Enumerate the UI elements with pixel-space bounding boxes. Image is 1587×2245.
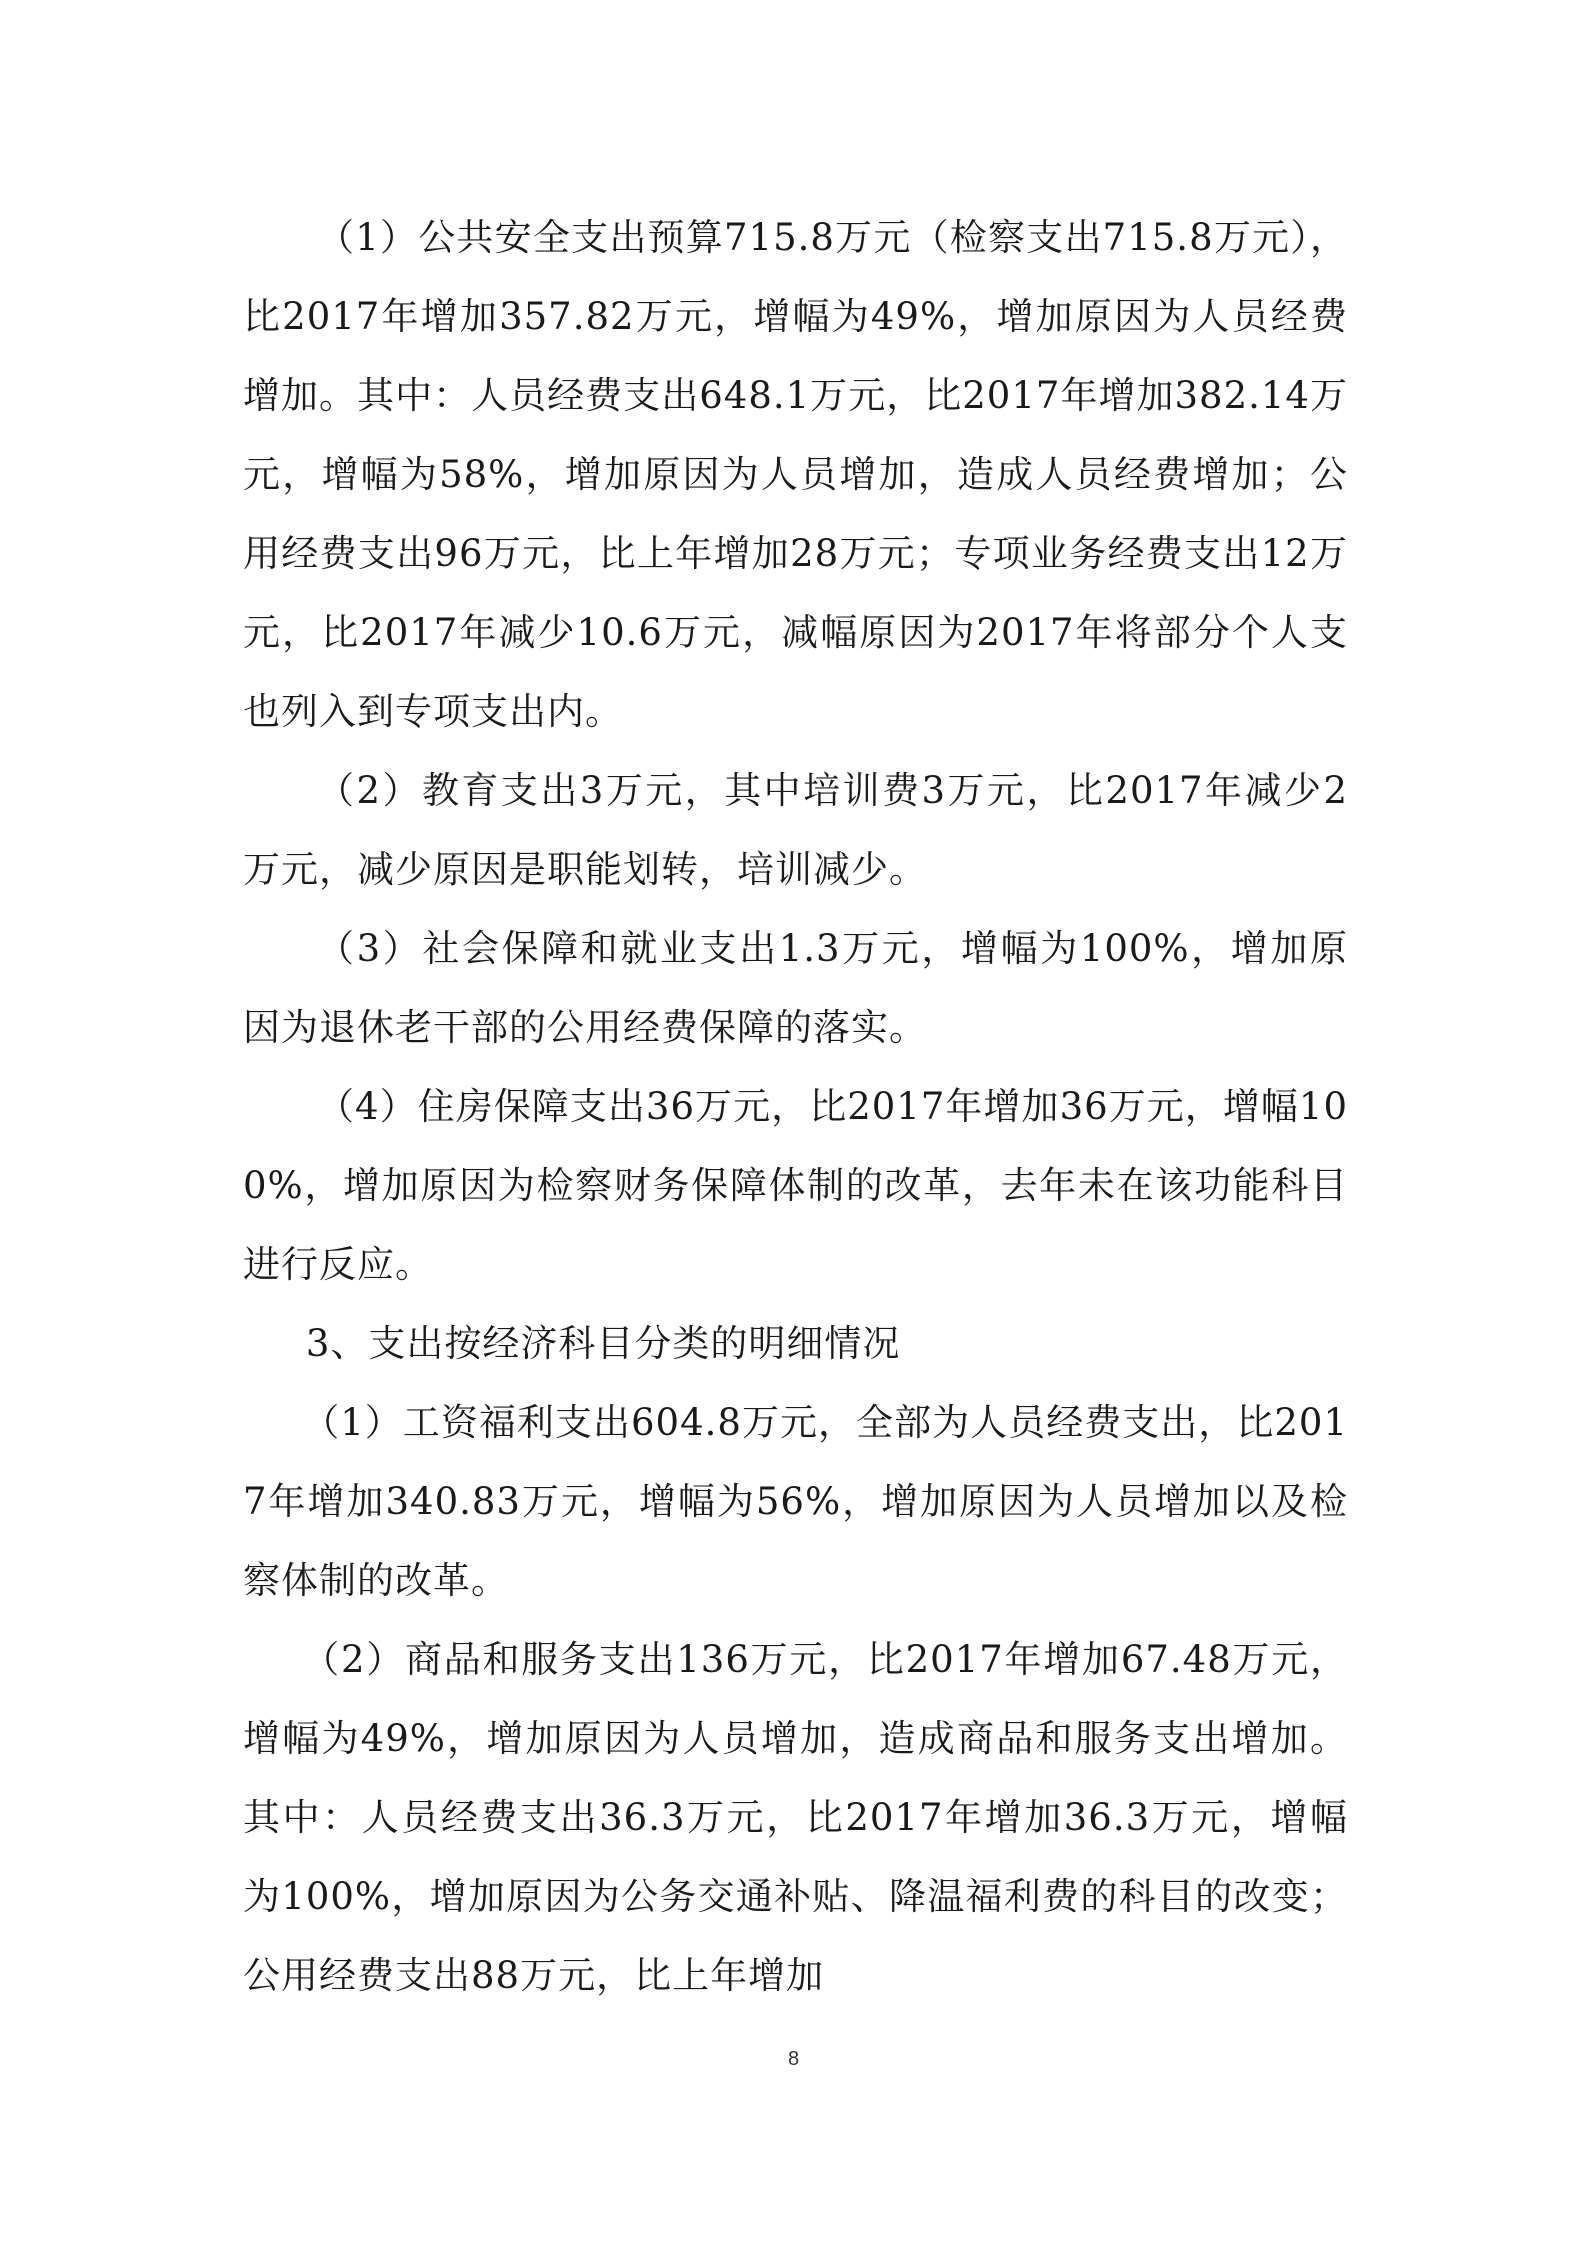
paragraph-social-security: （3）社会保障和就业支出1.3万元，增幅为100%，增加原因为退休老干部的公用经费保障的落实。	[243, 927, 1348, 1049]
paragraph-housing: （4）住房保障支出36万元，比2017年增加36万元，增幅100%，增加原因为检察财务保障体制的改革，去年未在该功能科目进行反应。	[243, 1085, 1348, 1286]
page-number: 8	[787, 2048, 800, 2070]
paragraph-goods-services: （2）商品和服务支出136万元，比2017年增加67.48万元，增幅为49%，增加原因为人员增加，造成商品和服务支出增加。其中：人员经费支出36.3万元，比2017年增加36.3万元，增幅为100%，增加原因为公务交通补贴、降温福利费的科目的改变；公用经费支出88万元，比上年增加	[243, 1638, 1348, 1997]
paragraph-public-security: （1）公共安全支出预算715.8万元（检察支出715.8万元），比2017年增加357.82万元，增幅为49%，增加原因为人员经费增加。其中：人员经费支出648.1万元，比2017年增加382.14万元，增幅为58%，增加原因为人员增加，造成人员经费增加；公用经费支出96万元，比上年增加28万元；专项业务经费支出12万元，比2017年减少10.6万元，减幅原因为2017年将部分个人支也列入到专项支出内。	[243, 216, 1348, 733]
body-text	[243, 198, 1348, 2015]
paragraph-wages-welfare: （1）工资福利支出604.8万元，全部为人员经费支出，比2017年增加340.83万元，增幅为56%，增加原因为人员增加以及检察体制的改革。	[243, 1401, 1348, 1602]
section-heading-economic-classification: 3、支出按经济科目分类的明细情况	[305, 1322, 901, 1365]
paragraph-education: （2）教育支出3万元，其中培训费3万元，比2017年减少2万元，减少原因是职能划转，培训减少。	[243, 769, 1348, 891]
